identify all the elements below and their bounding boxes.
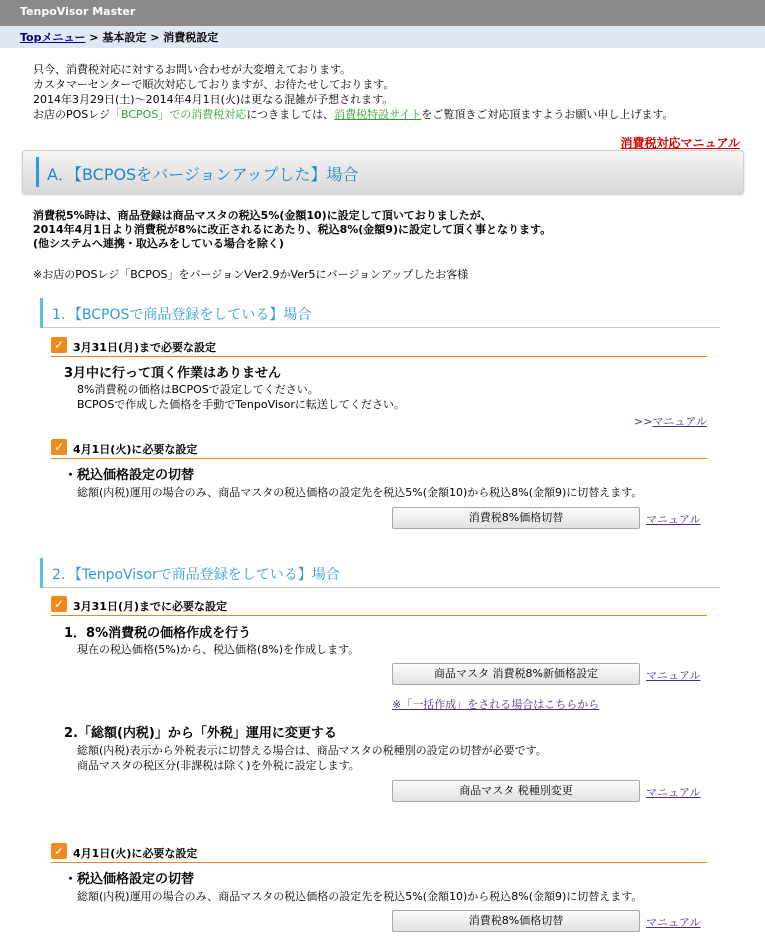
app-title: TenpoVisor Master — [20, 5, 136, 18]
sub2-manual3-link[interactable]: マニュアル — [646, 916, 701, 929]
breadcrumb-sep: > — [85, 31, 103, 44]
deadline-label: 4月1日(火)に必要な設定 — [73, 443, 198, 456]
intro-line — [33, 107, 673, 122]
intro-text: お店のPOSレジ — [33, 108, 110, 121]
section-accent-bar — [36, 157, 39, 187]
desc-line: 総額(内税)表示から外税表示に切替える場合は、商品マスタの税種別の設定の切替が必要です。 — [77, 744, 547, 757]
intro-text: をご覧頂きご対応頂ますようお願い申し上げます。 — [421, 108, 674, 121]
breadcrumb-item-tax-settings: 消費税設定 — [163, 31, 219, 44]
sub-accent-bar — [40, 558, 43, 588]
breadcrumb-sep: > — [146, 31, 164, 44]
warning-line: 消費税5%時は、商品登録は商品マスタの税込5%(金額10)に設定して頂いておりましたが、 — [33, 209, 492, 222]
sub2-item3-title: ・税込価格設定の切替 — [64, 872, 195, 887]
warning-line: 2014年4月1日より消費税が8%に改正されるにあたり、税込8%(金額9)に設定して頂く事となります。 — [33, 223, 552, 236]
sub2-item2-title: 2.「総額(内税)」から「外税」運用に変更する — [64, 726, 337, 741]
intro-line: 只今、消費税対応に対するお問い合わせが大変増えております。 — [33, 63, 352, 76]
sub1-item2-title: ・税込価格設定の切替 — [64, 468, 195, 483]
bulk-create-link[interactable]: ※「一括作成」をされる場合はこちらから — [392, 698, 600, 711]
deadline-label: 3月31日(月)までに必要な設定 — [73, 600, 228, 613]
section-a-header — [22, 150, 744, 194]
desc-line: 商品マスタの税区分(非課税は除く)を外税に設定します。 — [77, 759, 360, 772]
section-a-warning — [33, 209, 551, 251]
breadcrumb — [0, 26, 765, 48]
sub1-manual-link[interactable] — [634, 413, 707, 429]
tax-special-site-link[interactable]: 消費税特設サイト — [334, 108, 422, 121]
sub2-item1-desc: 現在の税込価格(5%)から、税込価格(8%)を作成します。 — [77, 643, 360, 656]
sub1-deadline-row-2 — [51, 439, 707, 459]
intro-notice — [33, 62, 673, 122]
sub1-header — [40, 298, 720, 328]
intro-line: 2014年3月29日(土)〜2014年4月1日(火)は更なる混雑が予想されます。 — [33, 93, 394, 106]
tax8-price-switch-button-2[interactable]: 消費税8%価格切替 — [392, 910, 640, 932]
intro-text: につきましては、 — [246, 108, 335, 121]
sub2-deadline-row-2 — [51, 843, 707, 863]
manual-prefix: >> — [634, 415, 653, 428]
tax-type-change-button[interactable]: 商品マスタ 税種別変更 — [392, 780, 640, 802]
sub2-header — [40, 558, 720, 588]
new-tax8-price-setting-button[interactable]: 商品マスタ 消費税8%新価格設定 — [392, 663, 640, 685]
sub2-item2-desc — [77, 743, 547, 773]
sub1-item1-title: 3月中に行って頂く作業はありません — [64, 366, 282, 381]
warning-line: (他システムへ連携・取込みをしている場合を除く) — [33, 237, 284, 250]
sub1-item2-desc: 総額(内税)運用の場合のみ、商品マスタの税込価格の設定先を税込5%(金額10)から税込8%(金額9)に切替えます。 — [77, 486, 643, 499]
checkbox-checked-icon: ✓ — [51, 439, 67, 455]
sub1-title: 1．【BCPOSで商品登録をしている】場合 — [52, 307, 312, 323]
app-title-bar — [0, 0, 765, 26]
desc-line: BCPOSで作成した価格を手動でTenpoVisorに転送してください。 — [77, 398, 405, 411]
sub2-item1-title: 1．8%消費税の価格作成を行う — [64, 626, 252, 641]
deadline-label: 4月1日(火)に必要な設定 — [73, 847, 198, 860]
desc-line: 8%消費税の価格はBCPOSで設定してください。 — [77, 383, 319, 396]
sub2-deadline-row-1 — [51, 596, 707, 616]
sub1-manual2-link[interactable]: マニュアル — [646, 513, 701, 526]
tax-manual-link[interactable]: 消費税対応マニュアル — [620, 136, 740, 150]
checkbox-checked-icon: ✓ — [51, 337, 67, 353]
sub2-manual1-link[interactable]: マニュアル — [646, 669, 701, 682]
section-a-title: A．【BCPOSをバージョンアップした】場合 — [47, 165, 359, 184]
breadcrumb-top-link[interactable]: Topメニュー — [20, 31, 86, 44]
sub1-item1-desc — [77, 382, 405, 412]
section-a-note: ※お店のPOSレジ「BCPOS」をバージョンVer2.9かVer5にバージョンアップしたお客様 — [33, 268, 469, 281]
sub-accent-bar — [40, 298, 43, 328]
checkbox-checked-icon: ✓ — [51, 843, 67, 859]
sub2-manual2-link[interactable]: マニュアル — [646, 786, 701, 799]
breadcrumb-item-basic-settings: 基本設定 — [102, 31, 147, 44]
sub2-item3-desc: 総額(内税)運用の場合のみ、商品マスタの税込価格の設定先を税込5%(金額10)から税込8%(金額9)に切替えます。 — [77, 890, 643, 903]
bcpos-highlight: 「BCPOS」での消費税対応 — [110, 108, 247, 121]
manual-link-text[interactable]: マニュアル — [652, 415, 707, 428]
intro-line: カスタマーセンターで順次対応しておりますが、お待たせしております。 — [33, 78, 395, 91]
sub2-title: 2．【TenpoVisorで商品登録をしている】場合 — [52, 567, 340, 583]
sub1-deadline-row-1 — [51, 337, 707, 357]
tax8-price-switch-button[interactable]: 消費税8%価格切替 — [392, 507, 640, 529]
checkbox-checked-icon: ✓ — [51, 596, 67, 612]
deadline-label: 3月31日(月)まで必要な設定 — [73, 341, 217, 354]
